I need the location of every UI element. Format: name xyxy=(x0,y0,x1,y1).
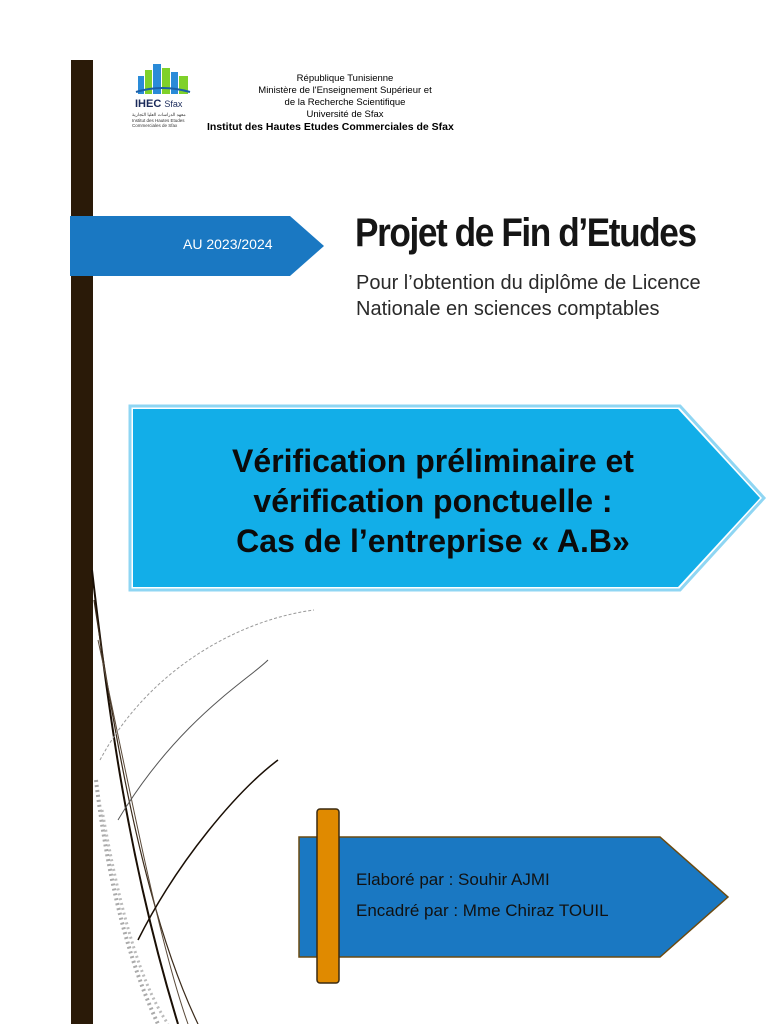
logo-subtext: معهد الدراسات العليا التجارية Institut des Hautes Etudes Commerciales de Sfax xyxy=(132,112,186,128)
orange-accent-bar xyxy=(316,808,340,984)
author-line: Elaboré par : Souhir AJMI xyxy=(356,870,550,889)
credits-block xyxy=(356,864,609,926)
page-title: Projet de Fin d’Etudes xyxy=(355,211,696,255)
subtitle: Pour l’obtention du diplôme de Licence Nationale en sciences comptables xyxy=(356,272,701,320)
logo-name: IHEC Sfax xyxy=(135,98,183,110)
header-line-3: de la Recherche Scientifique xyxy=(284,97,406,108)
header-line-1: République Tunisienne xyxy=(296,73,394,84)
header-line-4: Université de Sfax xyxy=(306,109,384,120)
institution-header xyxy=(200,73,490,133)
institution-name: Institut des Hautes Etudes Commerciales de Sfax xyxy=(207,121,454,133)
supervisor-line: Encadré par : Mme Chiraz TOUIL xyxy=(356,901,609,920)
decorative-curves xyxy=(88,560,328,1024)
thesis-title: Vérification préliminaire et vérification ponctuelle : Cas de l’entreprise « A.B» xyxy=(232,443,634,559)
header-line-2: Ministère de l'Enseignement Supérieur et xyxy=(258,85,432,96)
academic-year: AU 2023/2024 xyxy=(183,236,273,252)
